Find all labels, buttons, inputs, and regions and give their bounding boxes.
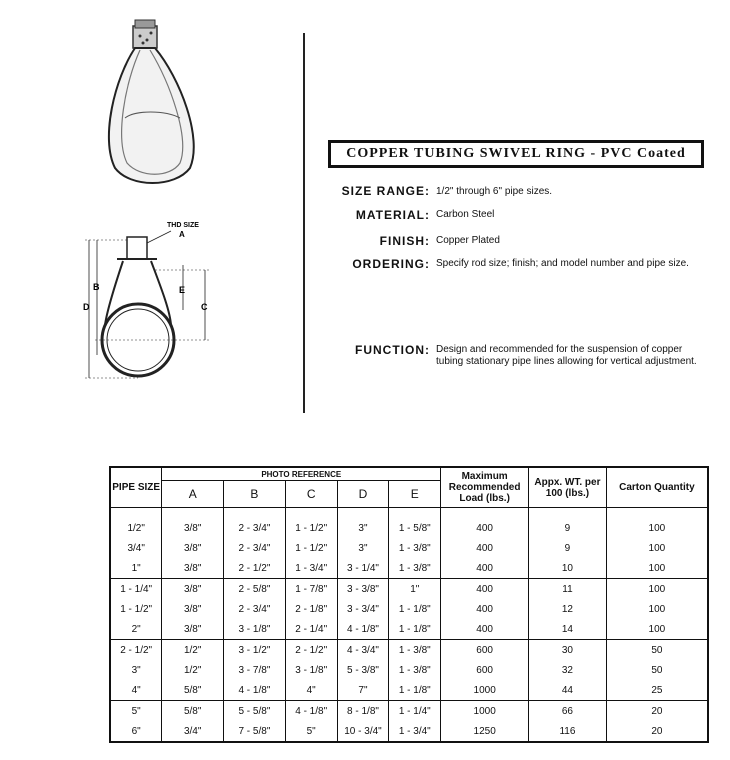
- table-cell: 2 - 5/8": [224, 579, 286, 600]
- table-cell: 2": [110, 619, 162, 640]
- table-cell: 3": [337, 538, 389, 558]
- table-cell: 66: [529, 701, 607, 722]
- table-cell: 1000: [441, 680, 529, 701]
- table-cell: 50: [606, 660, 708, 680]
- table-cell: 1 - 7/8": [285, 579, 337, 600]
- table-row: [110, 640, 708, 661]
- table-cell: 1 - 3/8": [389, 640, 441, 661]
- table-row: [110, 579, 708, 600]
- table-cell: 30: [529, 640, 607, 661]
- dim-label-a: A: [179, 230, 185, 239]
- dim-label-b: B: [93, 282, 100, 292]
- size-range-label: SIZE RANGE:: [341, 184, 430, 198]
- table-cell: 400: [441, 558, 529, 579]
- table-cell: 2 - 1/2": [224, 558, 286, 579]
- table-cell: 2 - 1/4": [285, 619, 337, 640]
- table-row: [110, 599, 708, 619]
- table-cell: 1/2": [162, 640, 224, 661]
- table-cell: 1": [389, 579, 441, 600]
- table-cell: 7": [337, 680, 389, 701]
- table-cell: 3/8": [162, 508, 224, 539]
- table-cell: 20: [606, 721, 708, 742]
- table-cell: 3 - 1/2": [224, 640, 286, 661]
- header-col-a: A: [162, 481, 224, 508]
- table-cell: 400: [441, 538, 529, 558]
- table-cell: 3/8": [162, 538, 224, 558]
- table-cell: 4": [110, 680, 162, 701]
- table-cell: 3 - 1/8": [224, 619, 286, 640]
- table-cell: 2 - 3/4": [224, 599, 286, 619]
- table-cell: 9: [529, 538, 607, 558]
- table-cell: 11: [529, 579, 607, 600]
- table-row: [110, 701, 708, 722]
- table-cell: 1000: [441, 701, 529, 722]
- material-value: Carbon Steel: [436, 209, 495, 220]
- header-col-d: D: [337, 481, 389, 508]
- table-cell: 1 - 1/8": [389, 599, 441, 619]
- table-cell: 7 - 5/8": [224, 721, 286, 742]
- table-cell: 1 - 5/8": [389, 508, 441, 539]
- table-cell: 2 - 3/4": [224, 508, 286, 539]
- finish-label: FINISH:: [379, 234, 430, 248]
- finish-value: Copper Plated: [436, 235, 500, 246]
- table-cell: 5": [285, 721, 337, 742]
- table-cell: 50: [606, 640, 708, 661]
- dimension-diagram: [75, 215, 225, 385]
- header-col-b: B: [224, 481, 286, 508]
- table-cell: 6": [110, 721, 162, 742]
- table-row: [110, 538, 708, 558]
- table-cell: 4": [285, 680, 337, 701]
- spec-table: [109, 466, 709, 743]
- table-cell: 1 - 1/2": [285, 508, 337, 539]
- table-cell: 1 - 1/2": [285, 538, 337, 558]
- table-cell: 1 - 1/8": [389, 619, 441, 640]
- table-cell: 5 - 3/8": [337, 660, 389, 680]
- header-pipe-size: PIPE SIZE: [110, 467, 162, 508]
- table-cell: 10 - 3/4": [337, 721, 389, 742]
- table-cell: 116: [529, 721, 607, 742]
- ordering-label: ORDERING:: [352, 257, 430, 271]
- table-cell: 10: [529, 558, 607, 579]
- table-cell: 3 - 7/8": [224, 660, 286, 680]
- table-row: [110, 508, 708, 539]
- table-cell: 2 - 1/2": [285, 640, 337, 661]
- table-cell: 8 - 1/8": [337, 701, 389, 722]
- function-label: FUNCTION:: [355, 343, 430, 357]
- table-row: [110, 680, 708, 701]
- table-row: [110, 721, 708, 742]
- table-cell: 12: [529, 599, 607, 619]
- header-photo-reference: PHOTO REFERENCE: [162, 467, 441, 481]
- header-col-e: E: [389, 481, 441, 508]
- table-cell: 400: [441, 508, 529, 539]
- table-cell: 5": [110, 701, 162, 722]
- table-row: [110, 619, 708, 640]
- table-cell: 1 - 3/4": [389, 721, 441, 742]
- vertical-divider: [303, 33, 305, 413]
- table-cell: 1 - 1/4": [389, 701, 441, 722]
- table-cell: 3 - 3/4": [337, 599, 389, 619]
- table-cell: 25: [606, 680, 708, 701]
- table-cell: 4 - 1/8": [224, 680, 286, 701]
- table-cell: 1 - 1/2": [110, 599, 162, 619]
- table-body: [110, 508, 708, 743]
- table-cell: 100: [606, 558, 708, 579]
- table-cell: 1 - 1/4": [110, 579, 162, 600]
- table-cell: 3/8": [162, 558, 224, 579]
- table-cell: 20: [606, 701, 708, 722]
- table-cell: 3/8": [162, 599, 224, 619]
- product-title: COPPER TUBING SWIVEL RING - PVC Coated: [346, 146, 686, 161]
- table-cell: 4 - 1/8": [285, 701, 337, 722]
- table-cell: 100: [606, 579, 708, 600]
- table-cell: 1/2": [162, 660, 224, 680]
- table-cell: 400: [441, 579, 529, 600]
- product-photo: [95, 18, 205, 188]
- table-cell: 1 - 3/8": [389, 538, 441, 558]
- table-cell: 14: [529, 619, 607, 640]
- table-cell: 100: [606, 538, 708, 558]
- table-cell: 9: [529, 508, 607, 539]
- material-label: MATERIAL:: [355, 208, 430, 222]
- dim-label-d: D: [83, 302, 90, 312]
- table-row: [110, 660, 708, 680]
- table-cell: 32: [529, 660, 607, 680]
- table-cell: 2 - 1/8": [285, 599, 337, 619]
- table-cell: 400: [441, 599, 529, 619]
- header-col-c: C: [285, 481, 337, 508]
- table-cell: 3 - 1/4": [337, 558, 389, 579]
- table-cell: 3/8": [162, 619, 224, 640]
- table-cell: 100: [606, 508, 708, 539]
- table-row: [110, 558, 708, 579]
- table-cell: 100: [606, 599, 708, 619]
- table-cell: 600: [441, 660, 529, 680]
- table-cell: 4 - 1/8": [337, 619, 389, 640]
- header-max-load: Maximum Recommended Load (lbs.): [441, 467, 529, 508]
- table-cell: 2 - 1/2": [110, 640, 162, 661]
- table-cell: 1/2": [110, 508, 162, 539]
- table-cell: 1250: [441, 721, 529, 742]
- table-cell: 3": [110, 660, 162, 680]
- table-cell: 600: [441, 640, 529, 661]
- function-value: Design and recommended for the suspension of copper tubing stationary pipe lines allowing for vertical adjustment.: [436, 344, 697, 367]
- table-cell: 3 - 3/8": [337, 579, 389, 600]
- table-cell: 3/4": [162, 721, 224, 742]
- table-cell: 1 - 3/8": [389, 660, 441, 680]
- table-cell: 1 - 3/8": [389, 558, 441, 579]
- table-cell: 4 - 3/4": [337, 640, 389, 661]
- table-cell: 1": [110, 558, 162, 579]
- thd-size-label: THD SIZE: [167, 222, 199, 229]
- table-cell: 1 - 3/4": [285, 558, 337, 579]
- header-weight: Appx. WT. per 100 (lbs.): [529, 467, 607, 508]
- table-cell: 5/8": [162, 701, 224, 722]
- dim-label-c: C: [201, 302, 208, 312]
- table-cell: 3": [337, 508, 389, 539]
- table-cell: 400: [441, 619, 529, 640]
- size-range-value: 1/2" through 6" pipe sizes.: [436, 186, 553, 197]
- table-cell: 3/4": [110, 538, 162, 558]
- table-cell: 5 - 5/8": [224, 701, 286, 722]
- table-cell: 3 - 1/8": [285, 660, 337, 680]
- dim-label-e: E: [179, 285, 186, 295]
- table-cell: 3/8": [162, 579, 224, 600]
- title-box: [328, 140, 704, 168]
- header-carton: Carton Quantity: [606, 467, 708, 508]
- table-cell: 2 - 3/4": [224, 538, 286, 558]
- ordering-value: Specify rod size; finish; and model number and pipe size.: [436, 258, 689, 269]
- table-cell: 44: [529, 680, 607, 701]
- table-cell: 1 - 1/8": [389, 680, 441, 701]
- table-cell: 5/8": [162, 680, 224, 701]
- table-cell: 100: [606, 619, 708, 640]
